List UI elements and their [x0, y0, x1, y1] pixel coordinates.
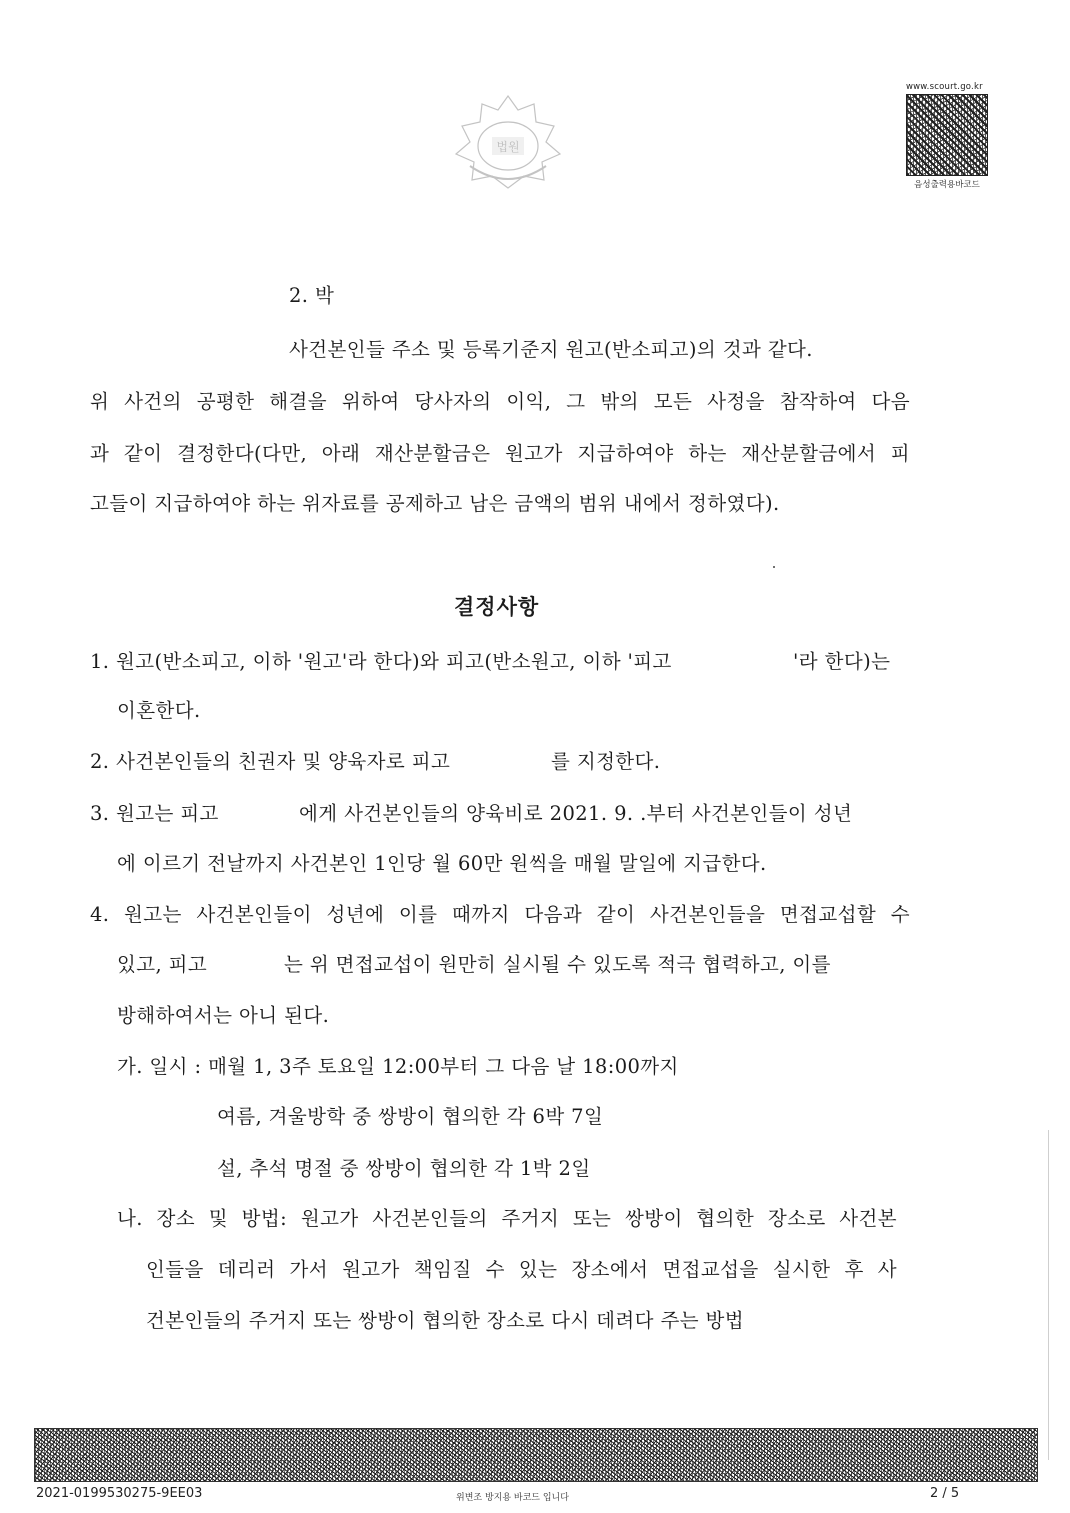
decision-item-4-line-2a: 있고, 피고 [117, 953, 208, 976]
seal-text: 법원 [496, 140, 520, 154]
barcode-notice: 위변조 방지용 바코드 입니다 [456, 1493, 569, 1503]
sub-item-na-line-3: 건본인들의 주거지 또는 쌍방이 협의한 장소로 다시 데려다 주는 방법 [146, 1309, 745, 1332]
address-line: 사건본인들 주소 및 등록기준지 원고(반소피고)의 것과 같다. [289, 338, 813, 361]
intro-paragraph-line-2: 과 같이 결정한다(다만, 아래 재산분할금은 원고가 지급하여야 하는 재산분할금에서 피 [90, 442, 910, 465]
document-code: 2021-0199530275-9EE03 [36, 1486, 203, 1501]
sub-item-na-line-2: 인들을 데리러 가서 원고가 책임질 수 있는 장소에서 면접교섭을 실시한 후 사 [146, 1258, 897, 1281]
court-url: www.scourt.go.kr [906, 82, 983, 92]
party-line: 2. 박 [289, 284, 335, 307]
sub-item-ga-line-1: 가. 일시 : 매월 1, 3주 토요일 12:00부터 그 다음 날 18:00까지 [117, 1055, 679, 1078]
decision-item-3-line-1b: 에게 사건본인들의 양육비로 2021. 9. .부터 사건본인들이 성년 [299, 802, 853, 825]
sub-item-ga-line-2: 여름, 겨울방학 중 쌍방이 협의한 각 6박 7일 [217, 1105, 604, 1128]
decision-item-3-line-2: 에 이르기 전날까지 사건본인 1인당 월 60만 원씩을 매월 말일에 지급한다. [117, 852, 767, 875]
sub-item-na-line-1: 나. 장소 및 방법: 원고가 사건본인들의 주거지 또는 쌍방이 협의한 장소로 사건본 [117, 1207, 897, 1230]
decision-item-1-line-2: 이혼한다. [117, 699, 201, 722]
court-seal-icon [452, 92, 564, 192]
decision-item-1-line-1a: 1. 원고(반소피고, 이하 '원고'라 한다)와 피고(반소원고, 이하 '피고 [90, 650, 672, 673]
decision-item-1-line-1b: '라 한다)는 [793, 650, 891, 673]
decision-item-4-line-3: 방해하여서는 아니 된다. [117, 1004, 330, 1027]
voice-output-barcode [906, 82, 988, 194]
speck [773, 566, 775, 568]
anti-forgery-barcode [34, 1428, 1038, 1482]
qr-caption: 음성출력용바코드 [914, 180, 980, 190]
intro-paragraph-line-3: 고들이 지급하여야 하는 위자료를 공제하고 남은 금액의 범위 내에서 정하였다). [90, 492, 780, 515]
decision-item-2b: 를 지정한다. [551, 750, 661, 773]
decision-item-3-line-1a: 3. 원고는 피고 [90, 802, 219, 825]
margin-line [1048, 1130, 1049, 1460]
qr-code-icon [906, 94, 988, 176]
decision-heading: 결정사항 [454, 595, 540, 619]
decision-item-4-line-2b: 는 위 면접교섭이 원만히 실시될 수 있도록 적극 협력하고, 이를 [284, 953, 831, 976]
decision-item-4-line-1: 4. 원고는 사건본인들이 성년에 이를 때까지 다음과 같이 사건본인들을 면접교섭할 수 [90, 903, 910, 926]
sub-item-ga-line-3: 설, 추석 명절 중 쌍방이 협의한 각 1박 2일 [217, 1157, 591, 1180]
decision-item-2a: 2. 사건본인들의 친권자 및 양육자로 피고 [90, 750, 451, 773]
intro-paragraph-line-1: 위 사건의 공평한 해결을 위하여 당사자의 이익, 그 밖의 모든 사정을 참작하여 다음 [90, 390, 910, 413]
page-number: 2 / 5 [930, 1486, 960, 1501]
